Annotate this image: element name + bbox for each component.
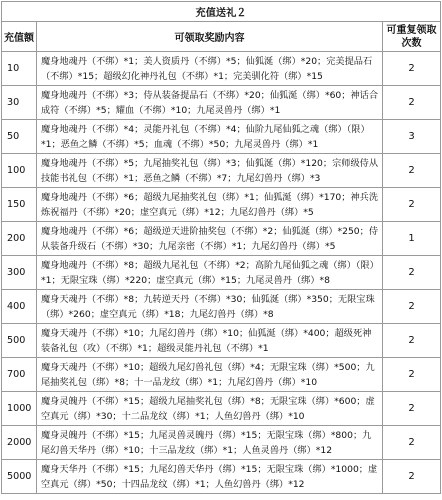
amount-cell: 10 — [2, 52, 37, 86]
repeat-count-cell: 1 — [383, 222, 441, 256]
repeat-count-cell: 2 — [383, 256, 441, 290]
reward-cell: 魔身天魂丹（不绑）*10；超级九尾幻兽礼包（绑）*4；无限宝珠（绑）*500；九尾抽奖礼包（绑）*8；十一品龙纹（绑）*1；九尾幻兽丹（绑）*10 — [37, 358, 383, 392]
reward-cell: 魔身天魂丹（不绑）*8；九转逆天丹（不绑）*30；仙狐涎（绑）*350；无限宝珠（绑）*260；虚空真元（绑）*18；九尾幻兽丹（绑）*8 — [37, 290, 383, 324]
recharge-reward-table — [1, 1, 441, 494]
repeat-count-cell: 2 — [383, 188, 441, 222]
table-row — [2, 460, 441, 494]
table-title: 充值送礼２ — [2, 2, 441, 22]
repeat-count-cell: 3 — [383, 120, 441, 154]
amount-cell: 700 — [2, 358, 37, 392]
repeat-count-cell: 2 — [383, 324, 441, 358]
amount-cell: 300 — [2, 256, 37, 290]
table-row — [2, 358, 441, 392]
table-header-row — [2, 22, 441, 52]
repeat-count-cell: 2 — [383, 426, 441, 460]
table-row — [2, 426, 441, 460]
reward-cell: 魔身灵魄丹（不绑）*15；超级九尾抽奖礼包（绑）*8；无限宝珠（绑）*600；虚空真元（绑）*30；十二品龙纹（绑）*1；人鱼幻兽丹（绑）*10 — [37, 392, 383, 426]
repeat-count-cell: 2 — [383, 392, 441, 426]
repeat-count-cell: 2 — [383, 290, 441, 324]
amount-cell: 500 — [2, 324, 37, 358]
amount-cell: 150 — [2, 188, 37, 222]
amount-cell: 400 — [2, 290, 37, 324]
reward-cell: 魔身天华丹（不绑）*15；九尾幻兽天华丹（绑）*15；无限宝珠（绑）*1000；虚空真元（绑）*50；十四品龙纹（绑）*1；人鱼幻兽丹（绑）*12 — [37, 460, 383, 494]
table-row — [2, 52, 441, 86]
header-amount: 充值额 — [2, 22, 37, 52]
reward-cell: 魔身地魂丹（不绑）*1；美人资质丹（不绑）*5；仙狐涎（绑）*20；完美提品石（不绑）*15；超级幻化神丹礼包（不绑）*1；完美驯化符（绑）*15 — [37, 52, 383, 86]
header-repeat: 可重复领取次数 — [383, 22, 441, 52]
table-row — [2, 120, 441, 154]
amount-cell: 200 — [2, 222, 37, 256]
reward-cell: 魔身灵魄丹（不绑）*15；九尾灵兽灵魄丹（绑）*15；无限宝珠（绑）*800；九尾幻兽天华丹（绑）*10；十三品龙纹（绑）*1；人鱼灵兽丹（绑）*12 — [37, 426, 383, 460]
reward-cell: 魔身地魂丹（不绑）*6；超级九尾抽奖礼包（绑）*1；仙狐涎（绑）*170；神兵洗炼祝福丹（不绑）*20；虚空真元（绑）*12；九尾幻兽丹（绑）*5 — [37, 188, 383, 222]
header-rewards: 可领取奖励内容 — [37, 22, 383, 52]
reward-cell: 魔身地魂丹（不绑）*6；超级逆天进阶抽奖包（不绑）*2；仙狐涎（绑）*250；侍从装备升级石（不绑）*30；九尾亲密（不绑）*1；九尾幻兽丹（绑）*5 — [37, 222, 383, 256]
table-row — [2, 324, 441, 358]
reward-cell: 魔身地魂丹（不绑）*8；超级九尾礼包（不绑）*2；高阶九尾仙狐之魂（绑）（限）*1；无限宝珠（绑）*220；虚空真元（绑）*15；九尾灵兽丹（绑）*8 — [37, 256, 383, 290]
table-row — [2, 188, 441, 222]
amount-cell: 50 — [2, 120, 37, 154]
reward-cell: 魔身地魂丹（不绑）*4；灵能丹礼包（不绑）*4；仙阶九尾仙狐之魂（绑）（限）*1；恶鱼之鳞（不绑）*5；血魂（不绑）*50；九尾灵兽丹（绑）*1 — [37, 120, 383, 154]
amount-cell: 100 — [2, 154, 37, 188]
reward-cell: 魔身地魂丹（不绑）*5；九尾抽奖礼包（绑）*3；仙狐涎（绑）*120；宗师级侍从技能书礼包（不绑）*1；恶鱼之鳞（不绑）*7；九尾幻兽丹（绑）*3 — [37, 154, 383, 188]
amount-cell: 5000 — [2, 460, 37, 494]
amount-cell: 30 — [2, 86, 37, 120]
repeat-count-cell: 2 — [383, 358, 441, 392]
amount-cell: 1000 — [2, 392, 37, 426]
repeat-count-cell: 2 — [383, 52, 441, 86]
repeat-count-cell: 2 — [383, 154, 441, 188]
reward-cell: 魔身天魂丹（不绑）*10；九尾幻兽丹（绑）*10；仙狐涎（绑）*400；超级死神装备礼包（攻）（不绑）*1；超级灵能丹礼包（不绑）*1 — [37, 324, 383, 358]
table-row — [2, 86, 441, 120]
table-row — [2, 222, 441, 256]
amount-cell: 2000 — [2, 426, 37, 460]
table-title-row — [2, 2, 441, 22]
table-row — [2, 392, 441, 426]
repeat-count-cell: 2 — [383, 86, 441, 120]
table-row — [2, 290, 441, 324]
repeat-count-cell: 2 — [383, 460, 441, 494]
table-row — [2, 154, 441, 188]
reward-cell: 魔身地魂丹（不绑）*3；侍从装备提品石（不绑）*20；仙狐涎（绑）*60；神话合成符（不绑）*5；耀血（不绑）*10；九尾灵兽丹（绑）*1 — [37, 86, 383, 120]
table-row — [2, 256, 441, 290]
